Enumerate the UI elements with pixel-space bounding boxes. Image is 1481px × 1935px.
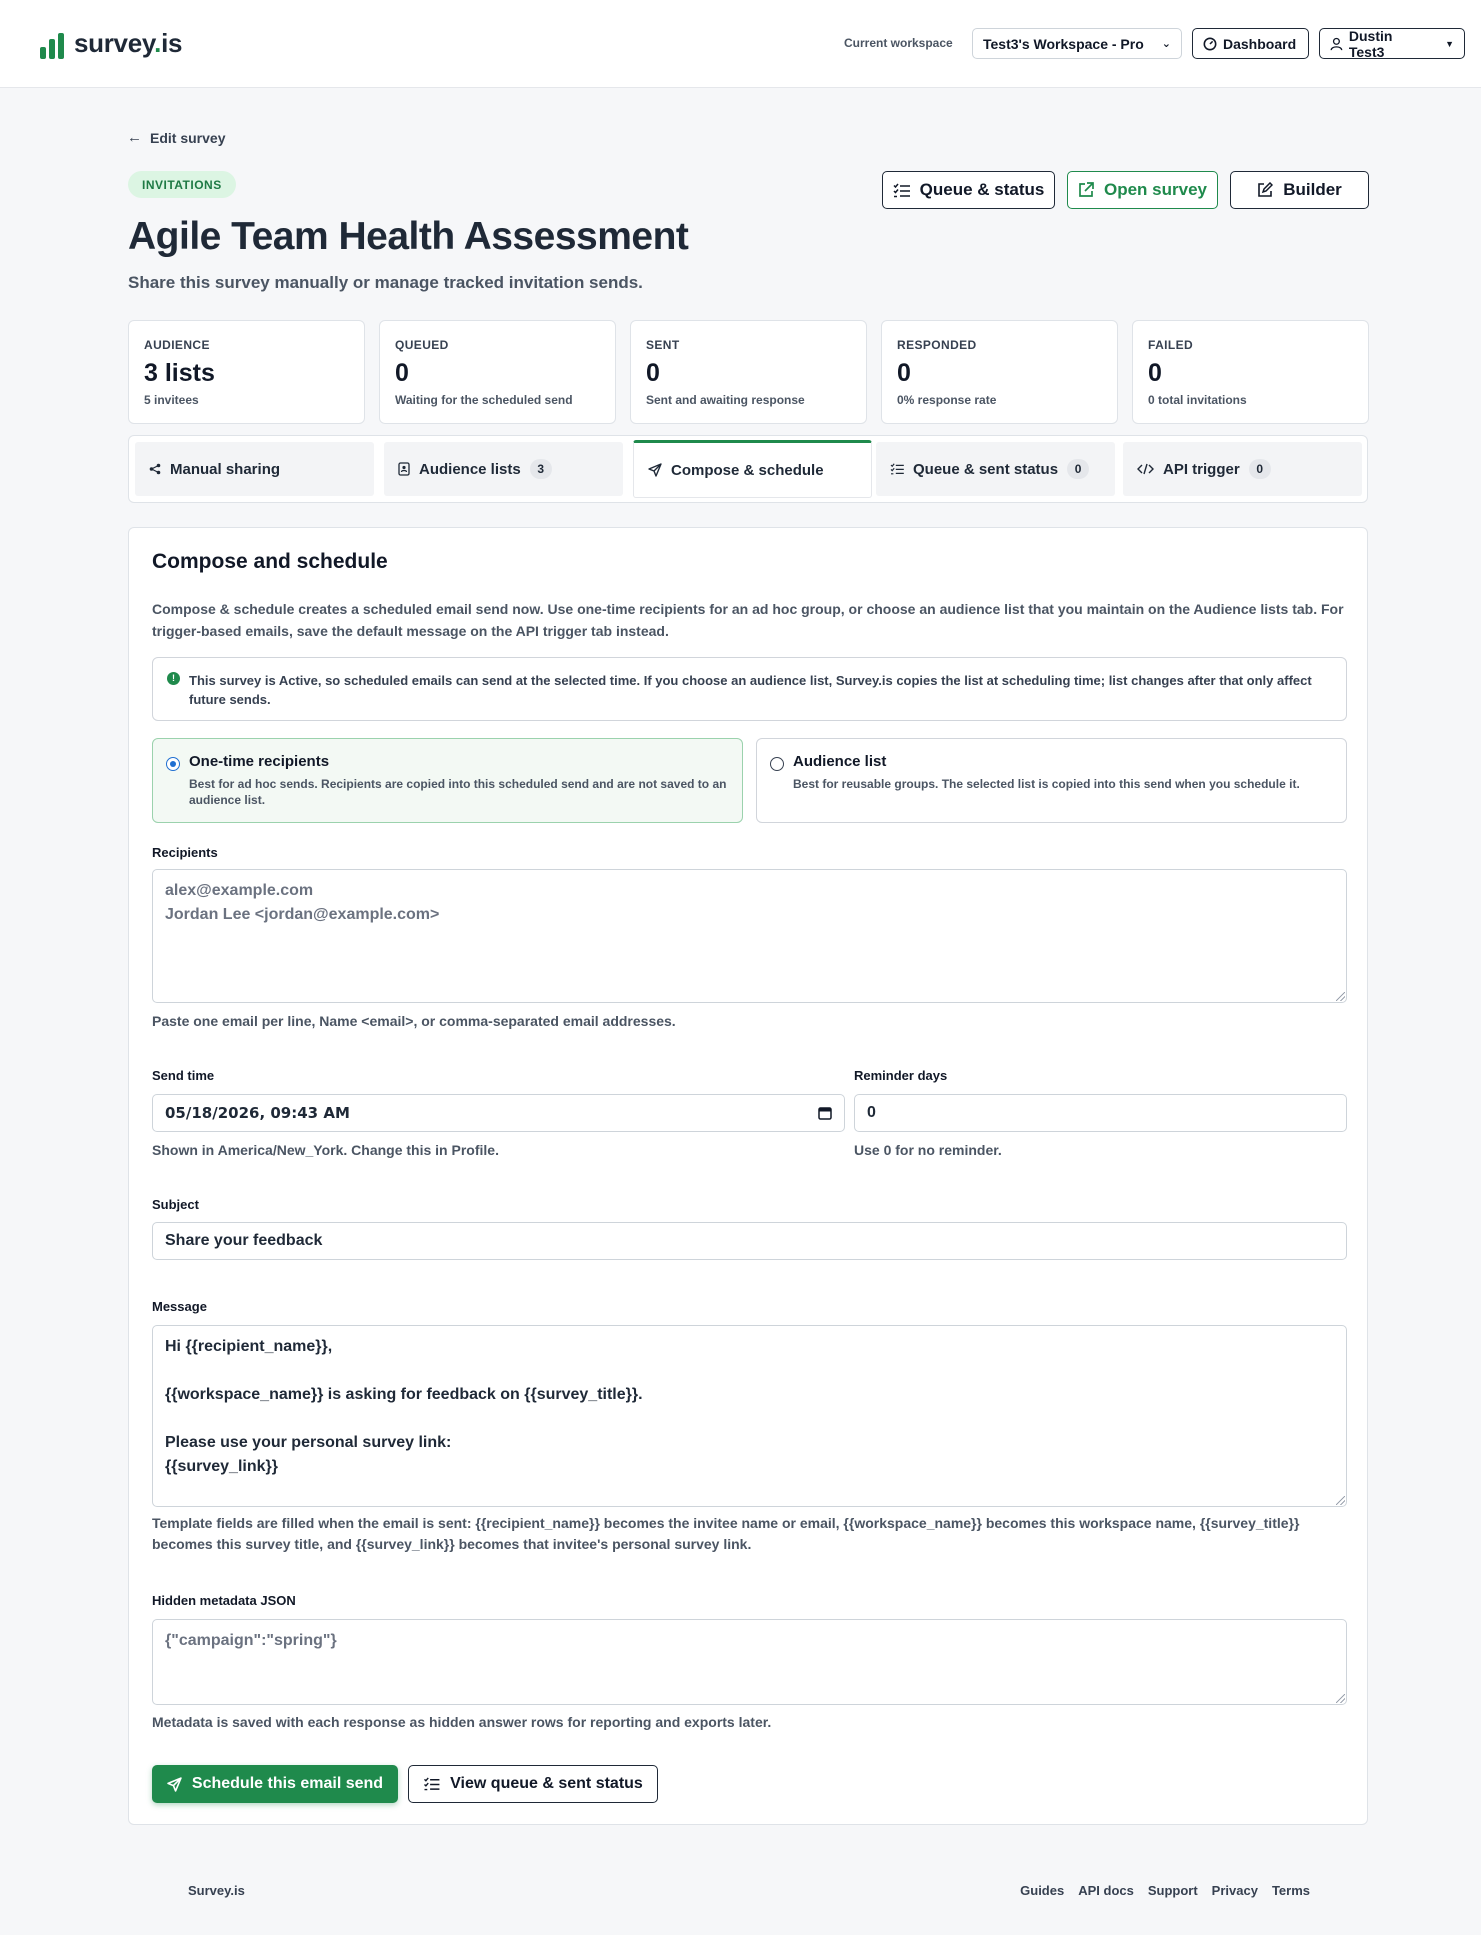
tab-label: Manual sharing: [170, 460, 281, 478]
stat-value: 0: [897, 359, 911, 387]
footer-link-api-docs[interactable]: API docs: [1078, 1883, 1134, 1898]
stat-note: Sent and awaiting response: [646, 393, 805, 407]
one-time-radio[interactable]: [166, 757, 180, 771]
recipients-textarea[interactable]: alex@example.com Jordan Lee <jordan@example.com>: [152, 869, 1347, 1003]
stat-label: AUDIENCE: [144, 338, 210, 352]
tab-label: Compose & schedule: [671, 461, 824, 479]
message-textarea[interactable]: Hi {{recipient_name}}, {{workspace_name}} is asking for feedback on {{survey_title}}. Please use your personal survey link: {{survey_link}}: [152, 1325, 1347, 1507]
dashboard-gauge-icon: [1203, 37, 1217, 51]
open-survey-button[interactable]: [1067, 171, 1218, 209]
brand-logo[interactable]: [40, 28, 182, 59]
resize-handle-icon[interactable]: [1336, 992, 1345, 1001]
view-queue-status-button[interactable]: [408, 1765, 658, 1803]
tab-queue-sent-status[interactable]: [876, 442, 1115, 496]
stat-value: 3 lists: [144, 359, 215, 387]
address-book-icon: [398, 462, 410, 476]
info-icon: !: [167, 672, 180, 685]
page-subtitle: Share this survey manually or manage tracked invitation sends.: [128, 273, 643, 292]
footer-links: [1020, 1883, 1310, 1898]
brand-name: survey.is: [74, 28, 183, 58]
tab-manual-sharing[interactable]: [135, 442, 374, 496]
send-time-label: Send time: [152, 1068, 215, 1083]
option-description: Best for ad hoc sends. Recipients are copied into this scheduled send and are not saved to an audience list.: [189, 777, 727, 807]
user-menu-button[interactable]: [1319, 28, 1465, 59]
schedule-button-label: Schedule this email send: [191, 1775, 384, 1792]
user-name: Dustin Test3: [1348, 27, 1393, 60]
logo-bars-icon: [40, 29, 66, 59]
calendar-icon[interactable]: [818, 1106, 832, 1120]
list-check-icon: [890, 463, 904, 475]
audience-list-radio[interactable]: [770, 757, 784, 771]
footer-link-terms[interactable]: Terms: [1271, 1883, 1310, 1898]
open-survey-label: Open survey: [1104, 180, 1207, 199]
tab-count-badge: 0: [1067, 459, 1089, 479]
queue-status-label: Queue & status: [919, 180, 1045, 199]
caret-down-icon: ▼: [1445, 38, 1454, 49]
builder-button[interactable]: [1230, 171, 1369, 209]
metadata-label: Hidden metadata JSON: [152, 1593, 296, 1608]
stat-note: 5 invitees: [144, 393, 199, 407]
tab-label: Queue & sent status: [913, 460, 1059, 478]
stat-card-queued: [379, 320, 616, 424]
invitation-tabs: [128, 435, 1368, 503]
queue-status-button[interactable]: [882, 171, 1055, 209]
metadata-help: Metadata is saved with each response as hidden answer rows for reporting and exports later.: [152, 1714, 772, 1730]
workspace-label: Current workspace: [844, 36, 953, 50]
stat-note: Waiting for the scheduled send: [395, 393, 573, 407]
audience-list-option[interactable]: [756, 738, 1347, 823]
reminder-days-help: Use 0 for no reminder.: [854, 1142, 1002, 1158]
dashboard-button[interactable]: [1192, 28, 1309, 59]
stat-value: 0: [395, 359, 409, 387]
tab-api-trigger[interactable]: [1123, 442, 1362, 496]
chevron-down-icon: ⌄: [1161, 38, 1171, 50]
one-time-recipients-option[interactable]: [152, 738, 743, 823]
dashboard-label: Dashboard: [1223, 35, 1297, 52]
tab-compose-schedule[interactable]: [633, 440, 872, 498]
send-time-input[interactable]: [152, 1094, 845, 1132]
reminder-days-input[interactable]: [854, 1094, 1347, 1132]
stat-card-responded: [881, 320, 1118, 424]
tab-count-badge: 0: [1249, 459, 1271, 479]
stat-note: 0% response rate: [897, 393, 997, 407]
reminder-days-value: 0: [867, 1104, 876, 1121]
send-paper-plane-icon: [648, 463, 662, 477]
workspace-select[interactable]: [972, 28, 1182, 59]
compose-card: [128, 527, 1368, 1825]
resize-handle-icon[interactable]: [1336, 1496, 1345, 1505]
message-help: Template fields are filled when the email is sent: {{recipient_name}} becomes the invitee name or email, {{workspace_name}} becomes this workspace name, {{survey_title}} becomes this survey title, and {{survey_link}} becomes that invitee's personal survey link.: [152, 1515, 1300, 1552]
compose-title: Compose and schedule: [152, 550, 388, 573]
footer-link-guides[interactable]: Guides: [1020, 1883, 1065, 1898]
tab-audience-lists[interactable]: [384, 442, 623, 496]
list-check-icon: [893, 183, 910, 198]
share-icon: [149, 463, 161, 475]
stat-value: 0: [646, 359, 660, 387]
back-link-label: Edit survey: [150, 129, 226, 146]
arrow-left-icon: ←: [127, 129, 142, 146]
send-time-value: 05/18/2026, 09:43 AM: [165, 1104, 350, 1122]
external-link-icon: [1078, 182, 1094, 198]
back-to-edit-survey-link[interactable]: [127, 129, 225, 146]
code-icon: [1137, 463, 1154, 475]
view-queue-button-label: View queue & sent status: [450, 1775, 643, 1792]
resize-handle-icon[interactable]: [1336, 1694, 1345, 1703]
reminder-days-label: Reminder days: [854, 1068, 948, 1083]
edit-pencil-icon: [1257, 182, 1273, 198]
metadata-textarea[interactable]: {"campaign":"spring"}: [152, 1619, 1347, 1705]
top-navbar: [0, 0, 1481, 88]
workspace-select-value: Test3's Workspace - Pro: [983, 35, 1144, 52]
stat-label: SENT: [646, 338, 680, 352]
option-title: Audience list: [793, 753, 887, 770]
stat-value: 0: [1148, 359, 1162, 387]
recipients-help: Paste one email per line, Name <email>, or comma-separated email addresses.: [152, 1013, 676, 1029]
stat-label: QUEUED: [395, 338, 449, 352]
active-survey-notice: [152, 657, 1347, 721]
stat-card-failed: [1132, 320, 1369, 424]
builder-label: Builder: [1283, 180, 1342, 199]
user-icon: [1330, 37, 1343, 51]
option-description: Best for reusable groups. The selected list is copied into this send when you schedule it.: [793, 777, 1300, 791]
stat-label: FAILED: [1148, 338, 1194, 352]
page-title: Agile Team Health Assessment: [128, 215, 689, 258]
subject-label: Subject: [152, 1197, 199, 1212]
recipients-label: Recipients: [152, 845, 218, 860]
tab-label: API trigger: [1163, 460, 1240, 478]
list-check-icon: [423, 1777, 440, 1791]
stat-card-audience: [128, 320, 365, 424]
footer-link-privacy[interactable]: Privacy: [1211, 1883, 1258, 1898]
subject-value: Share your feedback: [165, 1232, 323, 1249]
stat-label: RESPONDED: [897, 338, 977, 352]
section-badge: INVITATIONS: [128, 171, 236, 198]
subject-input[interactable]: [152, 1222, 1347, 1260]
tab-count-badge: 3: [530, 459, 552, 479]
footer-brand[interactable]: Survey.is: [188, 1883, 245, 1898]
notice-text: This survey is Active, so scheduled emails can send at the selected time. If you choose an audience list, Survey.is copies the list at scheduling time; list changes after that only affect future sends.: [189, 673, 1312, 707]
option-title: One-time recipients: [189, 753, 330, 770]
message-label: Message: [152, 1299, 207, 1314]
send-paper-plane-icon: [167, 1777, 182, 1792]
stat-note: 0 total invitations: [1148, 393, 1247, 407]
compose-intro: Compose & schedule creates a scheduled email send now. Use one-time recipients for an ad hoc group, or choose an audience list that you maintain on the Audience lists tab. For trigger-based emails, save the default message on the API trigger tab instead.: [152, 601, 1344, 639]
send-time-help: Shown in America/New_York. Change this in Profile.: [152, 1142, 499, 1158]
schedule-email-send-button[interactable]: [152, 1765, 398, 1803]
footer-link-support[interactable]: Support: [1147, 1883, 1198, 1898]
tab-label: Audience lists: [419, 460, 521, 478]
stat-card-sent: [630, 320, 867, 424]
